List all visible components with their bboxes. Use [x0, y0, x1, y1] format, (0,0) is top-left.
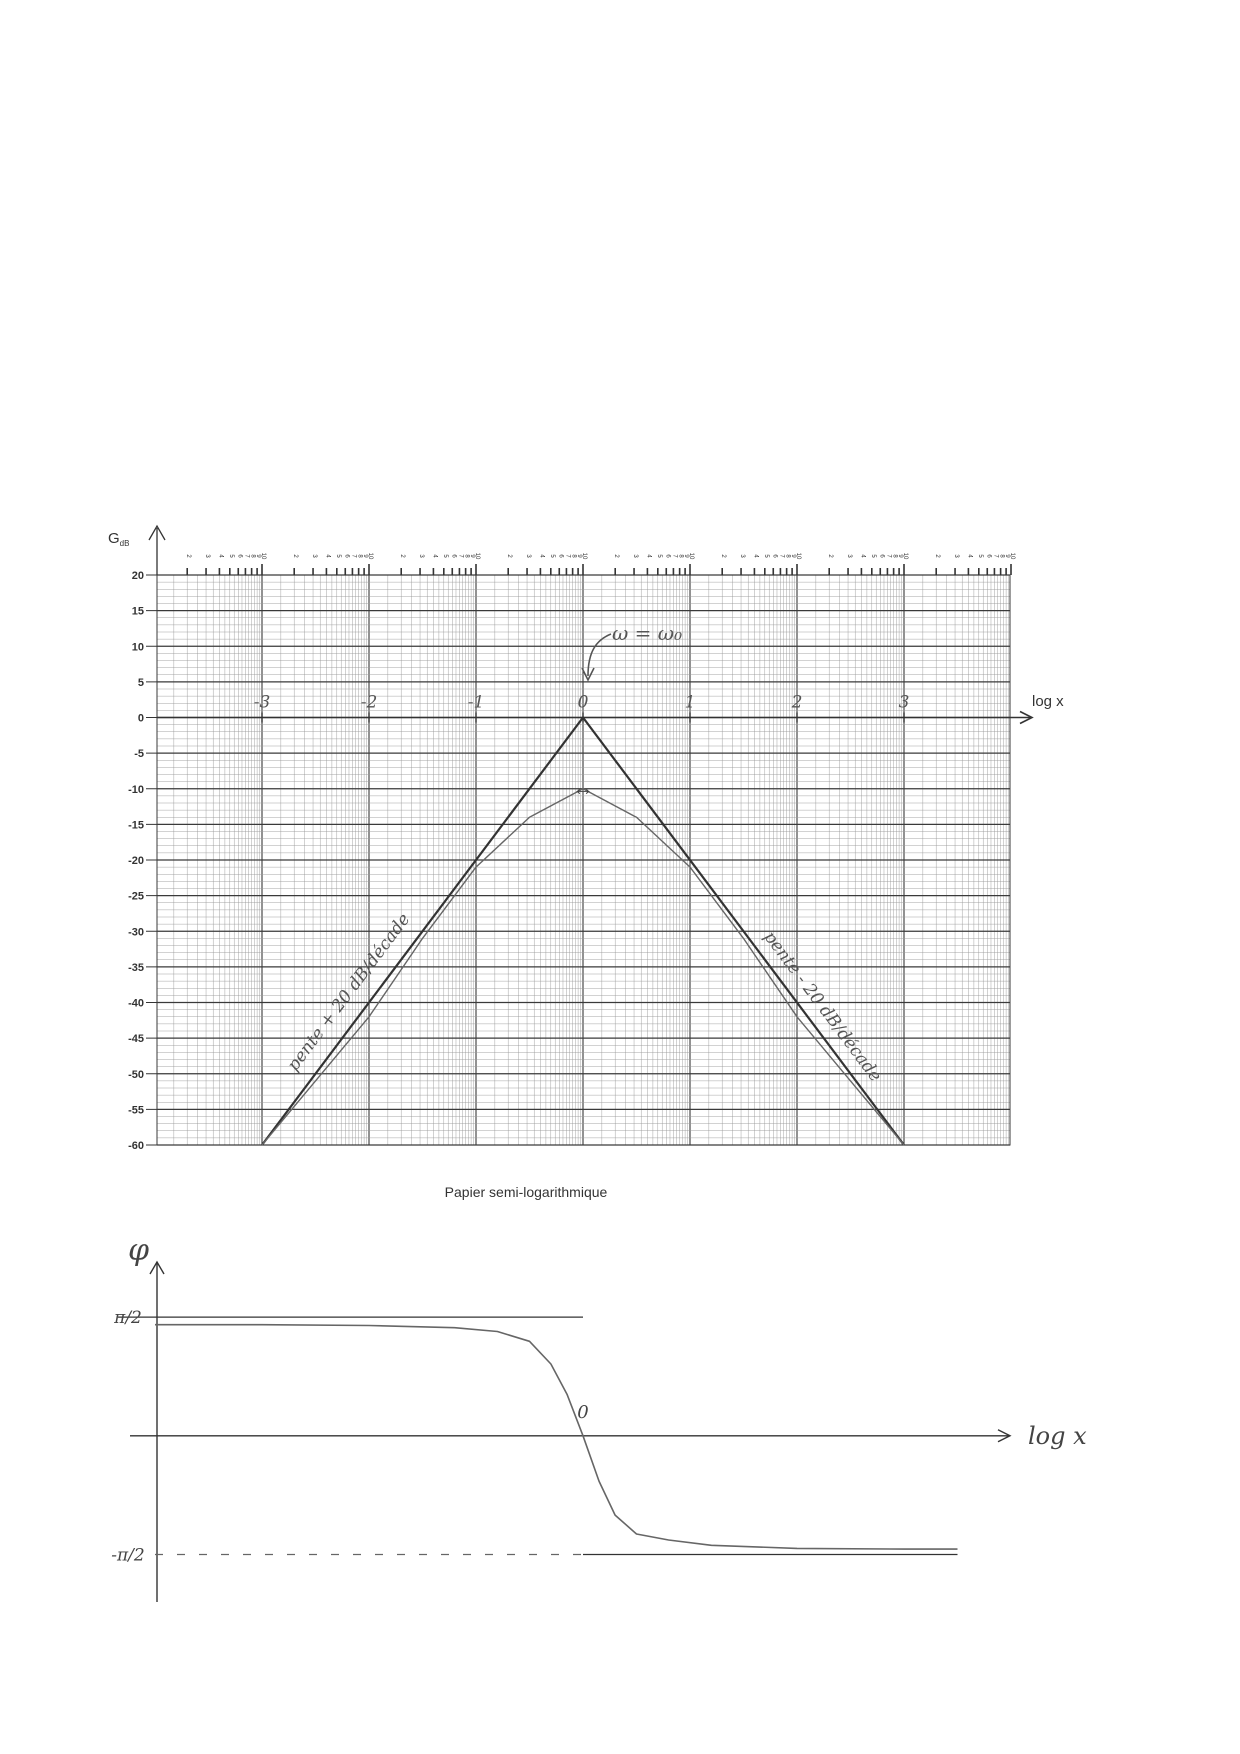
- gain-decade-scale-label: 9: [1004, 554, 1011, 558]
- gain-decade-scale-label: 9: [897, 554, 904, 558]
- gain-decade-scale-label: 7: [992, 554, 999, 558]
- gain-decade-scale-label: 6: [664, 554, 671, 558]
- gain-x-tick-label: 1: [684, 692, 696, 713]
- gain-decade-scale-label: 6: [450, 554, 457, 558]
- gain-decade-scale-label: 5: [655, 554, 662, 558]
- gain-decade-scale-label: 7: [885, 554, 892, 558]
- gain-decade-scale-label: 2: [292, 554, 299, 558]
- gain-decade-scale-label: 6: [985, 554, 992, 558]
- gain-decade-scale-label: 8: [356, 554, 363, 558]
- gain-decade-scale-label: 6: [878, 554, 885, 558]
- gain-decade-scale-label: 4: [859, 554, 866, 558]
- gain-decade-scale-label: 3: [311, 554, 318, 558]
- gain-decade-scale-label: 5: [548, 554, 555, 558]
- gain-decade-scale-label: 6: [771, 554, 778, 558]
- gain-decade-scale-label: 10: [260, 552, 266, 560]
- gain-y-tick-label: -10: [128, 783, 144, 796]
- gain-decade-scale-label: 10: [474, 552, 480, 560]
- gain-decade-scale-label: 2: [399, 554, 406, 558]
- gain-y-tick-label: 10: [131, 641, 144, 654]
- gain-x-tick-label: 3: [898, 692, 910, 713]
- gain-decade-scale-label: 7: [778, 554, 785, 558]
- phase-y-tick-label: -π/2: [111, 1545, 145, 1566]
- gain-y-tick-label: 0: [137, 712, 144, 725]
- paper-caption: Papier semi-logarithmique: [444, 1184, 608, 1200]
- gain-decade-scale-label: 5: [441, 554, 448, 558]
- gain-decade-scale-label: 4: [217, 554, 224, 558]
- gain-x-tick-label: -3: [253, 692, 271, 713]
- gain-decade-scale-label: 7: [457, 554, 464, 558]
- gain-x-tick-label: -1: [467, 692, 485, 713]
- gain-decade-scale-label: 8: [784, 554, 791, 558]
- phase-y-tick-label: π/2: [114, 1308, 142, 1329]
- gain-decade-scale-label: 9: [255, 554, 262, 558]
- gain-decade-scale-label: 10: [581, 552, 587, 560]
- gain-y-tick-label: -50: [128, 1068, 144, 1081]
- gain-y-tick-label: -45: [128, 1033, 144, 1046]
- gain-decade-scale-label: 8: [677, 554, 684, 558]
- gain-decade-scale-label: 8: [570, 554, 577, 558]
- gain-decade-scale-label: 4: [966, 554, 973, 558]
- gain-decade-scale-label: 8: [891, 554, 898, 558]
- gain-peak-annotation: ↔: [572, 774, 594, 800]
- gain-decade-scale-label: 9: [790, 554, 797, 558]
- gain-decade-scale-label: 6: [557, 554, 564, 558]
- gain-decade-scale-label: 7: [243, 554, 250, 558]
- gain-decade-scale-label: 5: [976, 554, 983, 558]
- gain-decade-scale-label: 3: [953, 554, 960, 558]
- gain-decade-scale-label: 3: [525, 554, 532, 558]
- gain-y-tick-label: -40: [128, 997, 144, 1010]
- gain-decade-scale-label: 5: [762, 554, 769, 558]
- gain-decade-scale-label: 2: [827, 554, 834, 558]
- gain-x-tick-label: -2: [360, 692, 378, 713]
- gain-decade-scale-label: 10: [367, 552, 373, 560]
- gain-y-tick-label: -25: [128, 890, 144, 903]
- gain-y-tick-label: 5: [137, 676, 144, 689]
- slope-left-annotation: pente + 20 dB/décade: [283, 909, 415, 1075]
- gain-decade-scale-label: 3: [739, 554, 746, 558]
- gain-decade-scale-label: 4: [324, 554, 331, 558]
- gain-decade-scale-label: 8: [463, 554, 470, 558]
- gain-decade-scale-label: 5: [869, 554, 876, 558]
- gain-decade-scale-label: 9: [576, 554, 583, 558]
- gain-decade-scale-label: 3: [846, 554, 853, 558]
- gain-decade-scale-label: 9: [469, 554, 476, 558]
- gain-decade-scale-label: 8: [998, 554, 1005, 558]
- slope-right-annotation: pente - 20 dB/décade: [759, 927, 886, 1086]
- gain-decade-scale-label: 2: [506, 554, 513, 558]
- gain-decade-scale-label: 4: [752, 554, 759, 558]
- omega-annotation: ω = ω₀: [612, 621, 683, 645]
- gain-y-tick-label: 15: [131, 605, 144, 618]
- gain-decade-scale-label: 6: [236, 554, 243, 558]
- gain-y-axis-label: $G_{dB}$: [108, 530, 130, 548]
- gain-decade-scale-label: 4: [645, 554, 652, 558]
- gain-decade-scale-label: 10: [795, 552, 801, 560]
- gain-decade-scale-label: 9: [362, 554, 369, 558]
- gain-decade-scale-label: 2: [934, 554, 941, 558]
- gain-decade-scale-label: 3: [418, 554, 425, 558]
- gain-x-axis-label: log x: [1032, 693, 1064, 710]
- gain-y-tick-label: 20: [131, 570, 144, 582]
- gain-decade-scale-label: 8: [249, 554, 256, 558]
- gain-decade-scale-label: 5: [334, 554, 341, 558]
- gain-y-tick-label: -55: [128, 1104, 144, 1117]
- gain-decade-scale-label: 6: [343, 554, 350, 558]
- gain-decade-scale-label: 2: [720, 554, 727, 558]
- gain-decade-scale-label: 4: [431, 554, 438, 558]
- phase-origin-label: 0: [577, 1401, 589, 1423]
- gain-y-tick-label: -30: [128, 926, 144, 939]
- gain-decade-scale-label: 4: [538, 554, 545, 558]
- gain-x-tick-label: 0: [577, 692, 589, 713]
- gain-y-tick-label: -35: [128, 961, 144, 974]
- gain-y-tick-label: -15: [128, 819, 144, 832]
- gain-decade-scale-label: 9: [683, 554, 690, 558]
- gain-decade-scale-label: 7: [350, 554, 357, 558]
- gain-decade-scale-label: 5: [227, 554, 234, 558]
- gain-decade-scale-label: 7: [564, 554, 571, 558]
- gain-decade-scale-label: 7: [671, 554, 678, 558]
- gain-decade-scale-label: 2: [185, 554, 192, 558]
- gain-decade-scale-label: 3: [632, 554, 639, 558]
- gain-decade-scale-label: 2: [613, 554, 620, 558]
- gain-decade-scale-label: 10: [902, 552, 908, 560]
- phase-y-axis-label: φ: [128, 1233, 150, 1268]
- phase-x-axis-label: log x: [1028, 1421, 1087, 1450]
- gain-y-tick-label: -60: [128, 1140, 144, 1152]
- gain-decade-scale-label: 3: [204, 554, 211, 558]
- gain-x-tick-label: 2: [791, 692, 803, 713]
- gain-decade-scale-label: 10: [688, 552, 694, 560]
- gain-y-tick-label: -20: [128, 855, 144, 867]
- gain-y-tick-label: -5: [134, 748, 144, 761]
- gain-decade-scale-label: 10: [1009, 552, 1015, 560]
